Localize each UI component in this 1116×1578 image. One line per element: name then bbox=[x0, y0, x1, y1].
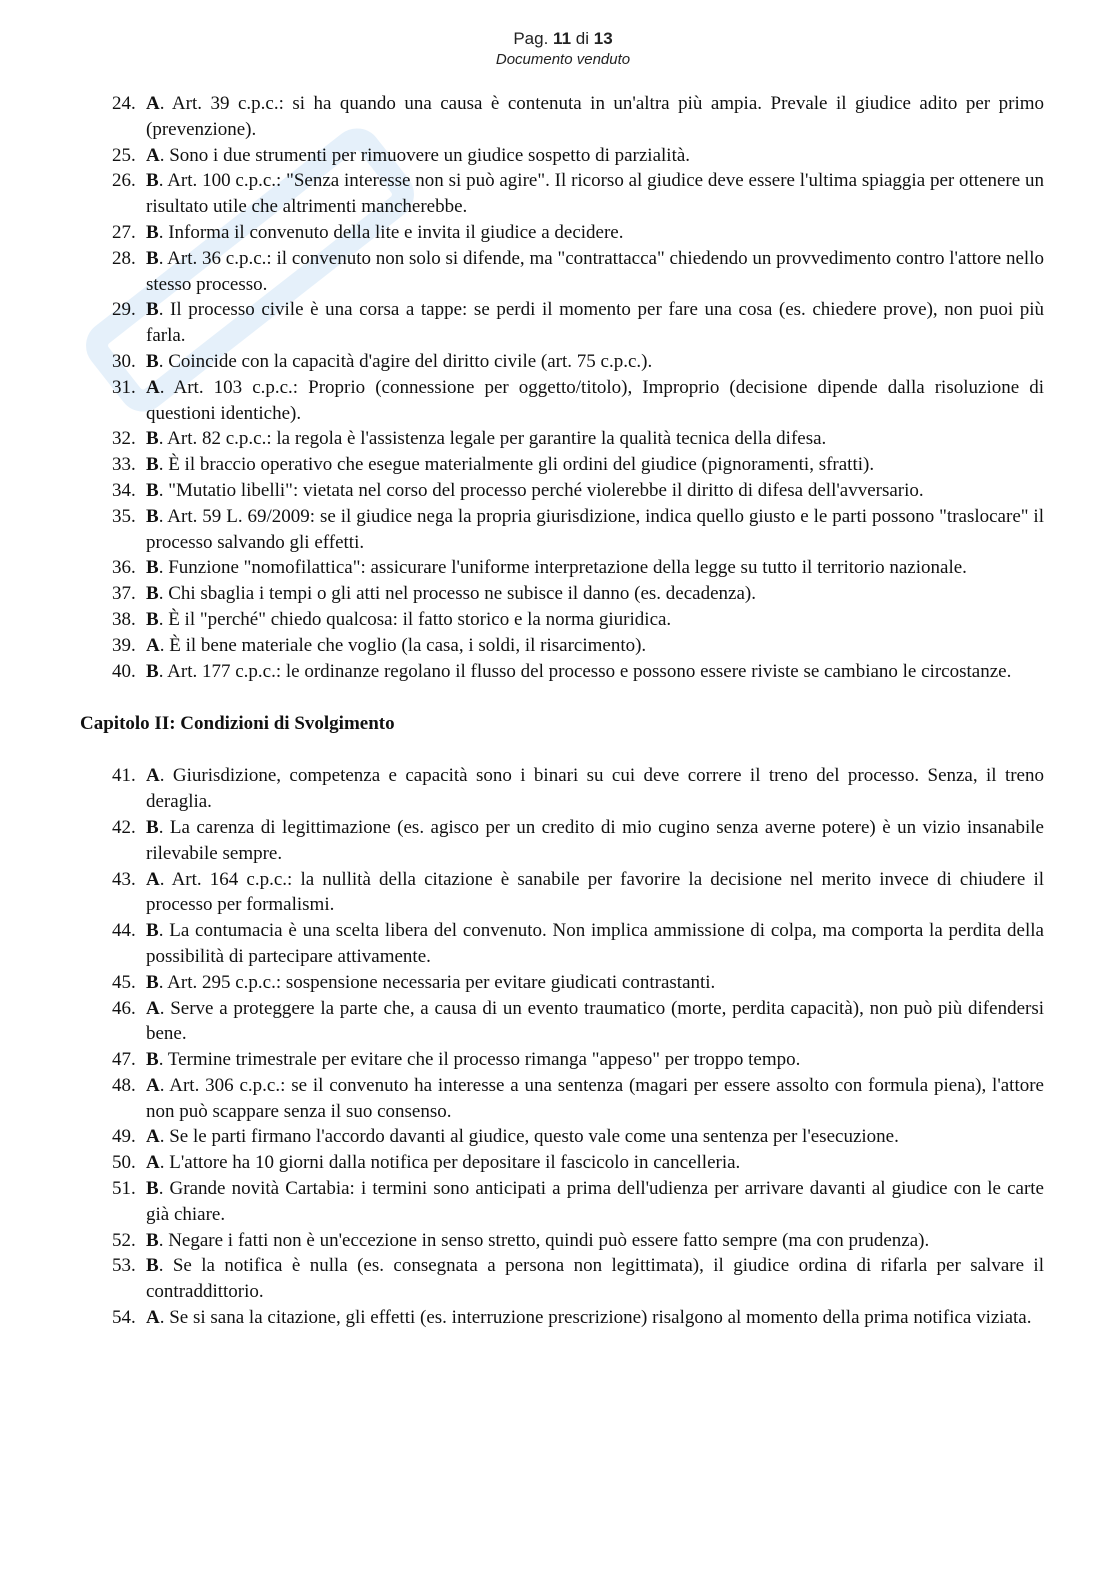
answer-text: . Art. 306 c.p.c.: se il convenuto ha interesse a una sentenza (magari per essere assolto con formula piena), l'attore non può scappare senza il suo consenso. bbox=[146, 1074, 1044, 1122]
answer-letter: A bbox=[146, 144, 160, 166]
answer-item bbox=[80, 607, 1044, 633]
document-body bbox=[80, 91, 1044, 1331]
answer-letter: B bbox=[146, 299, 159, 321]
answer-text: . Art. 103 c.p.c.: Proprio (connessione per oggetto/titolo), Improprio (decisione dipende dalla risoluzione di questioni identiche). bbox=[146, 376, 1044, 424]
answer-text: . Termine trimestrale per evitare che il processo rimanga "appeso" per troppo tempo. bbox=[158, 1049, 801, 1071]
answer-item bbox=[80, 763, 1044, 815]
answer-letter: B bbox=[146, 557, 159, 579]
answer-item bbox=[80, 1176, 1044, 1228]
answer-letter: A bbox=[146, 93, 160, 114]
answer-number: 46. bbox=[112, 997, 136, 1019]
answer-letter: B bbox=[146, 816, 159, 838]
answer-text: . Il processo civile è una corsa a tappe: se perdi il momento per fare una cosa (es. chiedere prove), non puoi più farla. bbox=[146, 299, 1044, 347]
answer-letter: A bbox=[146, 1152, 160, 1174]
answer-item bbox=[80, 867, 1044, 919]
answer-item bbox=[80, 1047, 1044, 1073]
answer-item bbox=[80, 246, 1044, 298]
answer-number: 26. bbox=[112, 170, 136, 192]
chapter-title: Capitolo II: Condizioni di Svolgimento bbox=[80, 713, 395, 735]
answer-number: 42. bbox=[112, 816, 136, 838]
answer-letter: B bbox=[146, 247, 159, 269]
answer-number: 53. bbox=[112, 1255, 136, 1277]
answer-item bbox=[80, 1150, 1044, 1176]
answer-letter: B bbox=[146, 1229, 159, 1251]
answer-letter: B bbox=[146, 505, 159, 527]
answer-item bbox=[80, 1228, 1044, 1254]
answer-letter: B bbox=[146, 221, 159, 243]
answer-item bbox=[80, 659, 1044, 685]
answer-text: . Se si sana la citazione, gli effetti (es. interruzione prescrizione) risalgono al momento della prima notifica viziata. bbox=[159, 1307, 1032, 1329]
answer-text: . È il braccio operativo che esegue materialmente gli ordini del giudice (pignoramenti, sfratti). bbox=[158, 454, 875, 476]
page-total: 13 bbox=[593, 29, 613, 48]
answer-text: . La contumacia è una scelta libera del convenuto. Non implica ammissione di colpa, ma comporta la perdita della possibilità di partecipare attivamente. bbox=[146, 920, 1044, 967]
answer-item bbox=[80, 504, 1044, 556]
answer-item bbox=[80, 581, 1044, 607]
answer-item bbox=[80, 452, 1044, 478]
answer-letter: A bbox=[146, 376, 160, 398]
answer-letter: B bbox=[146, 428, 159, 450]
answer-letter: B bbox=[146, 454, 159, 476]
answer-number: 44. bbox=[112, 920, 136, 942]
answer-text: . È il bene materiale che voglio (la casa, i soldi, il risarcimento). bbox=[159, 634, 647, 656]
answer-text: . La carenza di legittimazione (es. agisco per un credito di mio cugino senza averne potere) è un vizio insanabile rilevabile sempre. bbox=[146, 816, 1044, 864]
page-prefix: Pag. bbox=[513, 29, 549, 48]
answer-text: . Se la notifica è nulla (es. consegnata a persona non legittimata), il giudice ordina di rifarla per salvare il contraddittorio. bbox=[146, 1255, 1044, 1303]
answer-letter: A bbox=[146, 765, 160, 787]
answer-letter: B bbox=[146, 1178, 159, 1200]
answer-number: 29. bbox=[112, 299, 136, 321]
sold-label: Documento venduto bbox=[495, 51, 631, 68]
answer-list-2 bbox=[80, 763, 1044, 1331]
answer-item bbox=[80, 375, 1044, 427]
answer-number: 43. bbox=[112, 868, 136, 890]
answer-text: . Se le parti firmano l'accordo davanti al giudice, questo vale come una sentenza per l'esecuzione. bbox=[159, 1126, 899, 1148]
answer-letter: B bbox=[146, 479, 159, 501]
answer-letter: A bbox=[146, 634, 160, 656]
answer-text: . L'attore ha 10 giorni dalla notifica per depositare il fascicolo in cancelleria. bbox=[159, 1152, 741, 1174]
answer-item bbox=[80, 1305, 1044, 1331]
answer-text: . Giurisdizione, competenza e capacità sono i binari su cui deve correre il treno del processo. Senza, il treno deraglia. bbox=[146, 765, 1044, 813]
answer-item bbox=[80, 220, 1044, 246]
answer-text: . Art. 82 c.p.c.: la regola è l'assistenza legale per garantire la qualità tecnica della difesa. bbox=[158, 428, 827, 450]
answer-number: 37. bbox=[112, 583, 136, 605]
answer-number: 48. bbox=[112, 1074, 136, 1096]
answer-number: 35. bbox=[112, 505, 136, 527]
answer-item bbox=[80, 633, 1044, 659]
answer-number: 40. bbox=[112, 660, 136, 682]
answer-letter: B bbox=[146, 350, 159, 372]
answer-text: . È il "perché" chiedo qualcosa: il fatto storico e la norma giuridica. bbox=[158, 608, 672, 630]
answer-text: . Chi sbaglia i tempi o gli atti nel processo ne subisce il danno (es. decadenza). bbox=[158, 583, 756, 605]
answer-item bbox=[80, 297, 1044, 349]
answer-letter: B bbox=[146, 1049, 159, 1071]
answer-item bbox=[80, 478, 1044, 504]
answer-item bbox=[80, 815, 1044, 867]
answer-list-1 bbox=[80, 91, 1044, 684]
answer-number: 52. bbox=[112, 1229, 136, 1251]
answer-letter: A bbox=[146, 1074, 160, 1096]
answer-number: 49. bbox=[112, 1126, 136, 1148]
answer-text: . Negare i fatti non è un'eccezione in senso stretto, quindi può essere fatto sempre (ma con prudenza). bbox=[158, 1229, 930, 1251]
answer-number: 38. bbox=[112, 608, 136, 630]
answer-letter: B bbox=[146, 170, 159, 192]
answer-item bbox=[80, 996, 1044, 1048]
answer-number: 51. bbox=[112, 1178, 136, 1200]
answer-letter: A bbox=[146, 1307, 160, 1329]
answer-letter: B bbox=[146, 583, 159, 605]
answer-letter: A bbox=[146, 868, 160, 890]
answer-text: . Informa il convenuto della lite e invita il giudice a decidere. bbox=[158, 221, 624, 243]
answer-item bbox=[80, 168, 1044, 220]
answer-number: 36. bbox=[112, 557, 136, 579]
answer-letter: A bbox=[146, 997, 160, 1019]
answer-number: 25. bbox=[112, 144, 136, 166]
answer-text: . Art. 177 c.p.c.: le ordinanze regolano il flusso del processo e possono essere riviste se cambiano le circostanze. bbox=[158, 660, 1012, 682]
answer-item bbox=[80, 426, 1044, 452]
answer-text: . Art. 295 c.p.c.: sospensione necessaria per evitare giudicati contrastanti. bbox=[158, 971, 716, 993]
answer-text: . Sono i due strumenti per rimuovere un giudice sospetto di parzialità. bbox=[159, 144, 691, 166]
answer-text: . Art. 39 c.p.c.: si ha quando una causa è contenuta in un'altra più ampia. Prevale il giudice adito per primo (prevenzione). bbox=[146, 93, 1044, 140]
answer-number: 31. bbox=[112, 376, 136, 398]
answer-item bbox=[80, 1124, 1044, 1150]
answer-item bbox=[80, 970, 1044, 996]
page-current: 11 bbox=[553, 29, 572, 48]
answer-number: 47. bbox=[112, 1049, 136, 1071]
answer-text: . Art. 100 c.p.c.: "Senza interesse non si può agire". Il ricorso al giudice deve essere l'ultima spiaggia per ottenere un risultato utile che altrimenti mancherebbe. bbox=[146, 170, 1044, 218]
answer-number: 34. bbox=[112, 479, 136, 501]
answer-text: . Funzione "nomofilattica": assicurare l'uniforme interpretazione della legge su tutto il territorio nazionale. bbox=[158, 557, 967, 579]
answer-item bbox=[80, 1073, 1044, 1125]
answer-text: . Coincide con la capacità d'agire del diritto civile (art. 75 c.p.c.). bbox=[158, 350, 653, 372]
answer-text: . Serve a proteggere la parte che, a causa di un evento traumatico (morte, perdita capacità), non può più difendersi bene. bbox=[146, 997, 1044, 1045]
answer-number: 39. bbox=[112, 634, 136, 656]
answer-item bbox=[80, 918, 1044, 970]
answer-item bbox=[80, 143, 1044, 169]
answer-text: . Grande novità Cartabia: i termini sono anticipati a prima dell'udienza per arrivare davanti al giudice con le carte già chiare. bbox=[146, 1178, 1044, 1225]
page-header bbox=[0, 28, 1116, 70]
answer-number: 27. bbox=[112, 221, 136, 243]
answer-letter: B bbox=[146, 660, 159, 682]
answer-text: . Art. 59 L. 69/2009: se il giudice nega la propria giurisdizione, indica quello giusto e le parti possono "traslocare" il processo salvando gli effetti. bbox=[146, 505, 1044, 553]
page-number bbox=[0, 28, 1116, 50]
answer-item bbox=[80, 1253, 1044, 1305]
answer-number: 50. bbox=[112, 1152, 136, 1174]
answer-number: 28. bbox=[112, 247, 136, 269]
answer-number: 54. bbox=[112, 1307, 136, 1329]
answer-text: . Art. 164 c.p.c.: la nullità della citazione è sanabile per favorire la decisione nel merito invece di chiudere il processo per formalismi. bbox=[146, 868, 1044, 916]
answer-letter: B bbox=[146, 971, 159, 993]
answer-item bbox=[80, 91, 1044, 143]
answer-letter: B bbox=[146, 920, 159, 942]
answer-number: 33. bbox=[112, 454, 136, 476]
answer-number: 24. bbox=[112, 93, 136, 114]
answer-item bbox=[80, 555, 1044, 581]
answer-letter: B bbox=[146, 608, 159, 630]
answer-number: 30. bbox=[112, 350, 136, 372]
answer-letter: B bbox=[146, 1255, 159, 1277]
answer-letter: A bbox=[146, 1126, 160, 1148]
answer-text: . Art. 36 c.p.c.: il convenuto non solo si difende, ma "contrattacca" chiedendo un provvedimento contro l'attore nello stesso processo. bbox=[146, 247, 1044, 295]
answer-item bbox=[80, 349, 1044, 375]
page-of: di bbox=[575, 29, 589, 48]
answer-text: . "Mutatio libelli": vietata nel corso del processo perché violerebbe il diritto di difesa dell'avversario. bbox=[158, 479, 924, 501]
answer-number: 45. bbox=[112, 971, 136, 993]
answer-number: 41. bbox=[112, 765, 136, 787]
answer-number: 32. bbox=[112, 428, 136, 450]
